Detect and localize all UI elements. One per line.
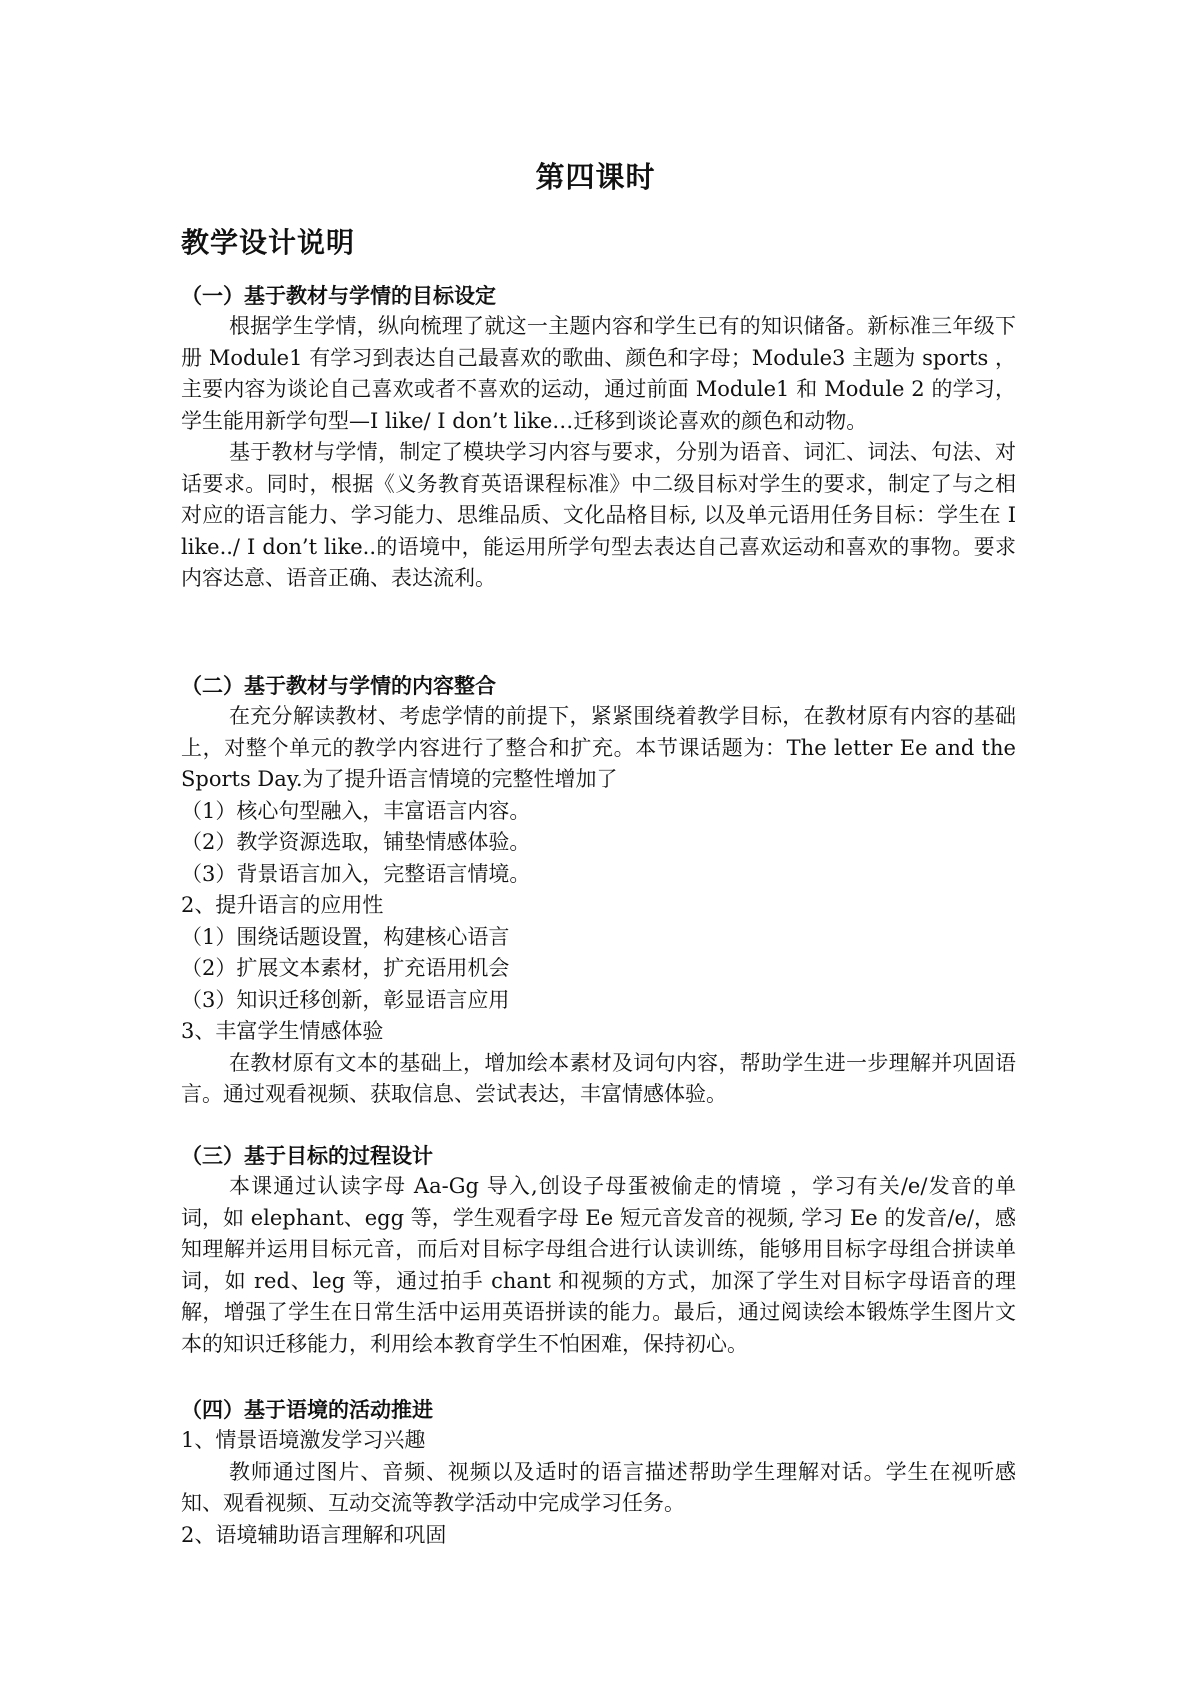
section-1 (181, 280, 1016, 595)
section-3-paragraph-1: 本课通过认读字母 Aa-Gg 导入,创设子母蛋被偷走的情境 ，学习有关/e/发音的单词，如 elephant、egg 等，学生观看字母 Ee 短元音发音的视频, 学习 Ee 的发音/e/，感知理解并运用目标元音，而后对目标字母组合进行认读训练，能够用目标字母组合拼读单词，如 red、leg 等，通过拍手 chant 和视频的方式，加深了学生对目标字母语音的理解，增强了学生在日常生活中运用英语拼读的能力。最后，通过阅读绘本锻炼学生图片文本的知识迁移能力，利用绘本教育学生不怕困难，保持初心。 (181, 1174, 1016, 1356)
list-item: 3、丰富学生情感体验 (181, 1019, 384, 1043)
section-2-intro: 在充分解读教材、考虑学情的前提下，紧紧围绕着教学目标，在教材原有内容的基础上，对整个单元的教学内容进行了整合和扩充。本节课话题为：The letter Ee and the Sports Day.为了提升语言情境的完整性增加了 (181, 704, 1016, 791)
section-3 (181, 1140, 1016, 1360)
list-item: 1、情景语境激发学习兴趣 (181, 1428, 426, 1452)
list-item: （1）围绕话题设置，构建核心语言 (181, 924, 510, 949)
list-item: （3）知识迁移创新，彰显语言应用 (181, 987, 510, 1012)
section-4-paragraph-1: 教师通过图片、音频、视频以及适时的语言描述帮助学生理解对话。学生在视听感知、观看视频、互动交流等教学活动中完成学习任务。 (181, 1459, 1016, 1515)
list-item: （3）背景语言加入，完整语言情境。 (181, 861, 531, 886)
section-1-paragraph-1: 根据学生学情，纵向梳理了就这一主题内容和学生已有的知识储备。新标准三年级下册 Module1 有学习到表达自己最喜欢的歌曲、颜色和字母；Module3 主题为 sports ，主要内容为谈论自己喜欢或者不喜欢的运动，通过前面 Module1 和 Module 2 的学习，学生能用新学句型—I like/ I don’t like…迁移到谈论喜欢的颜色和动物。 (181, 314, 1016, 433)
page-title: 第四课时 (535, 160, 656, 194)
section-2-heading: （二）基于教材与学情的内容整合 (181, 673, 496, 698)
section-3-heading: （三）基于目标的过程设计 (181, 1143, 433, 1168)
list-item: （2）教学资源选取，铺垫情感体验。 (181, 830, 531, 854)
main-heading: 教学设计说明 (181, 226, 356, 259)
section-2-outro: 在教材原有文本的基础上，增加绘本素材及词句内容，帮助学生进一步理解并巩固语言。通过观看视频、获取信息、尝试表达，丰富情感体验。 (181, 1050, 1016, 1106)
section-1-heading: （一）基于教材与学情的目标设定 (181, 283, 496, 308)
list-item: （1）核心句型融入，丰富语言内容。 (181, 798, 531, 823)
list-item: 2、提升语言的应用性 (181, 893, 384, 917)
section-2 (181, 670, 1016, 1111)
section-4-heading: （四）基于语境的活动推进 (181, 1397, 433, 1422)
section-4 (181, 1394, 1016, 1551)
list-item: （2）扩展文本素材，扩充语用机会 (181, 956, 510, 980)
section-1-paragraph-2: 基于教材与学情，制定了模块学习内容与要求，分别为语音、词汇、词法、句法、对话要求。同时，根据《义务教育英语课程标准》中二级目标对学生的要求，制定了与之相对应的语言能力、学习能力、思维品质、文化品格目标, 以及单元语用任务目标：学生在 I like../ I don’t like..的语境中，能运用所学句型去表达自己喜欢运动和喜欢的事物。要求内容达意、语音正确、表达流利。 (181, 440, 1016, 590)
list-item: 2、语境辅助语言理解和巩固 (181, 1522, 447, 1547)
